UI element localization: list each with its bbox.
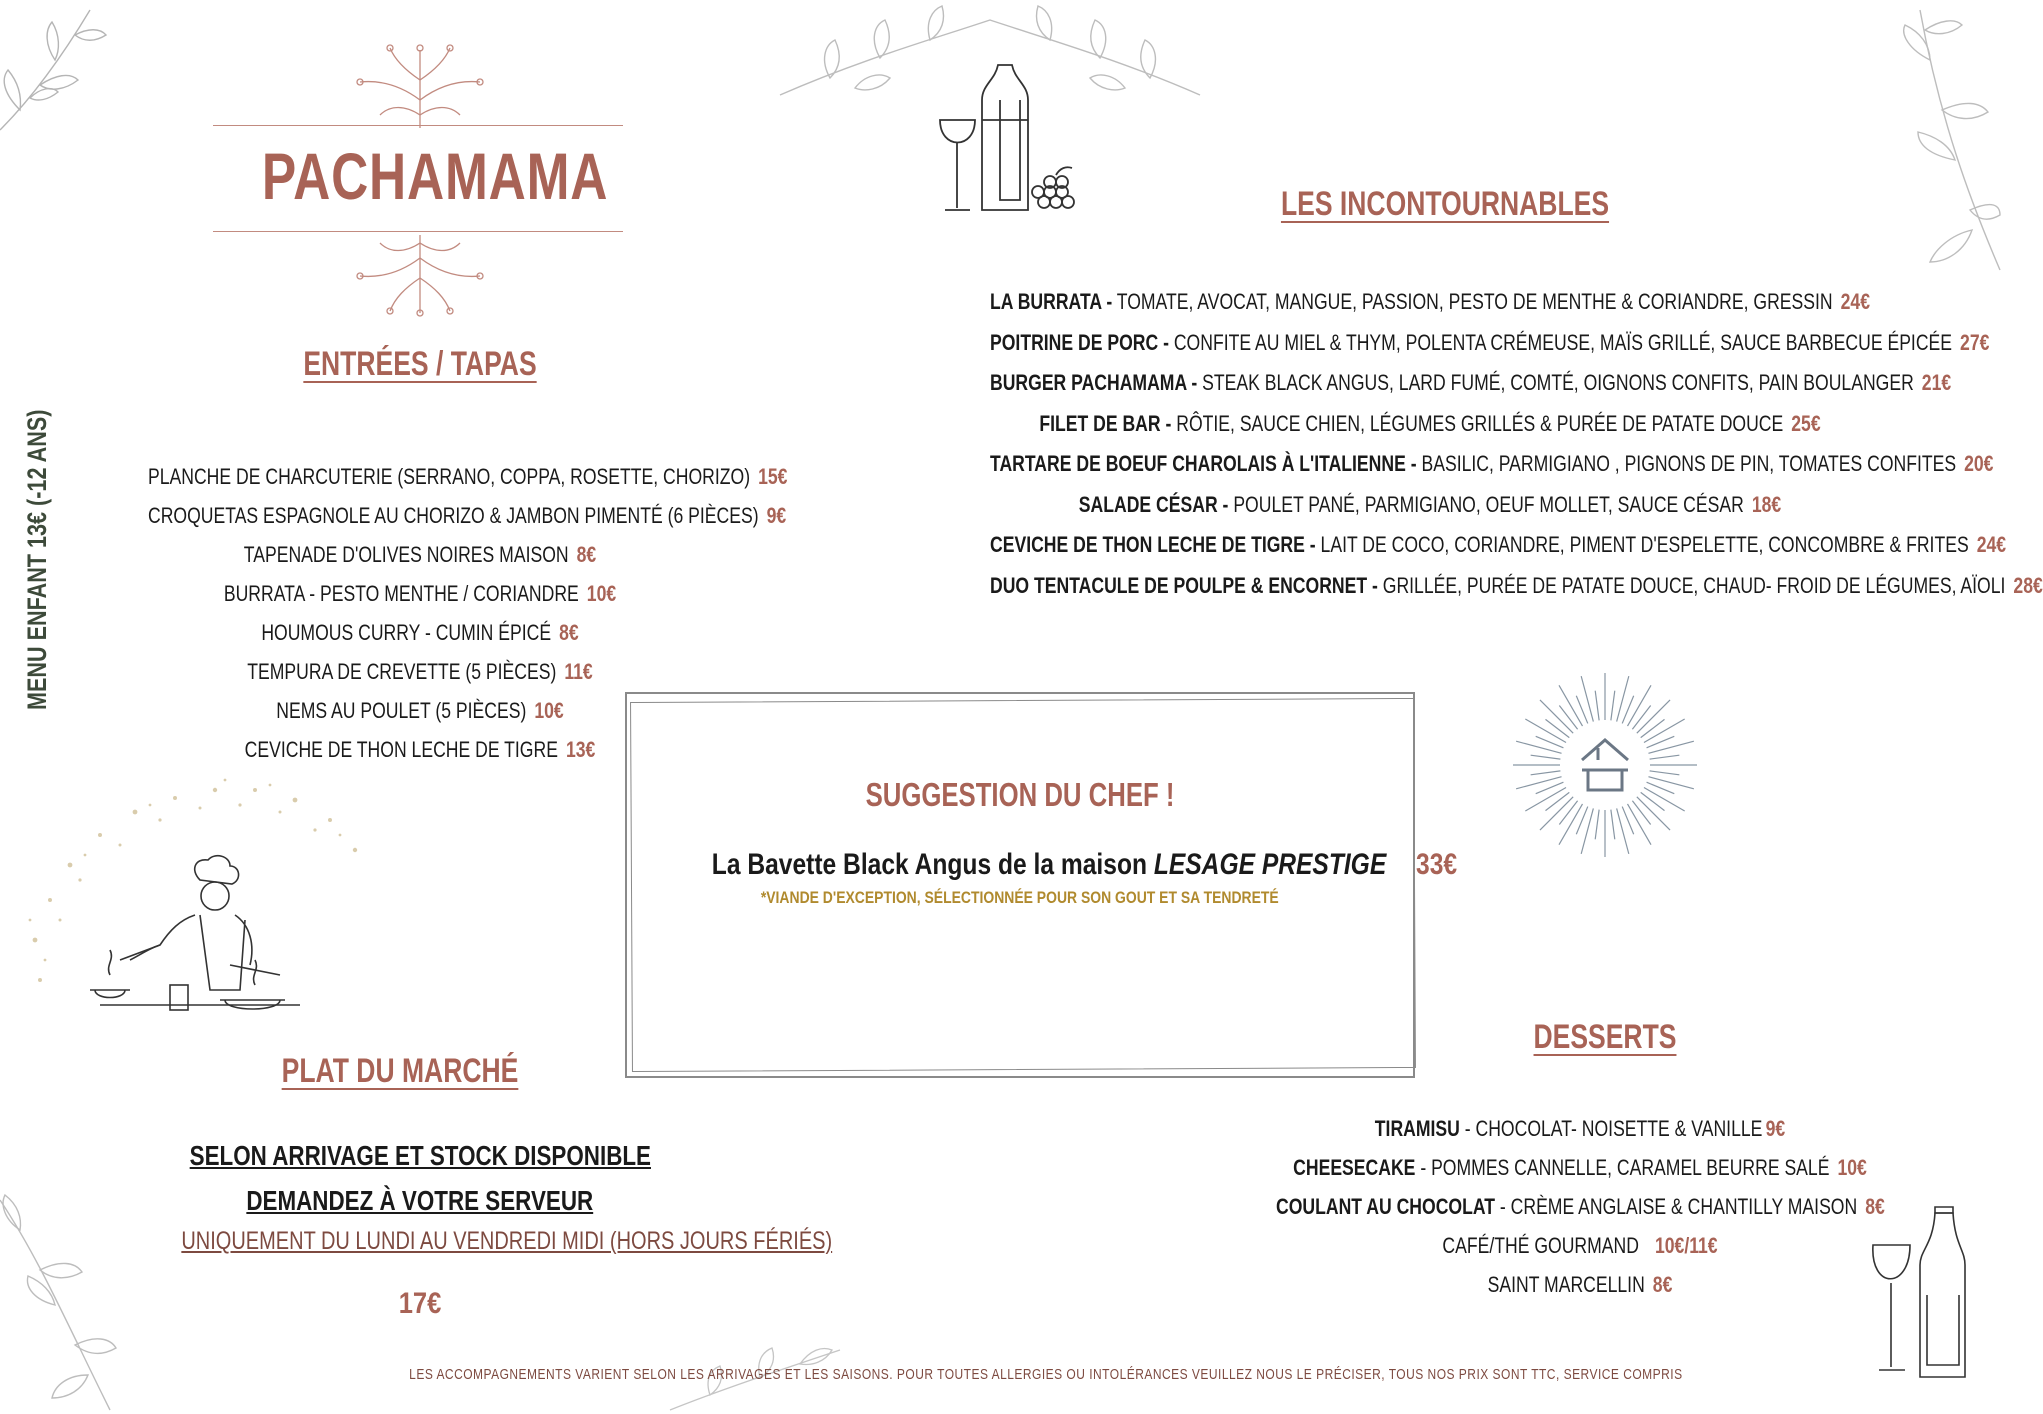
floral-ornament-icon	[330, 40, 510, 130]
footer-note: LES ACCOMPAGNEMENTS VARIENT SELON LES ARRIVAGES ET LES SAISONS. POUR TOUTES ALLERGIES OU INTOLÉRANCES VEUILLEZ NOUS LE PRÉCISER, TOUS NOS PRIX SONT TTC, SERVICE COMPRIS	[409, 1366, 1683, 1383]
list-item: TEMPURA DE CREVETTE (5 PIÈCES) 11€	[247, 659, 593, 684]
list-item: NEMS AU POULET (5 PIÈCES) 10€	[276, 698, 564, 723]
brand-bottom-rule	[213, 231, 623, 232]
wine-bottles-icon	[920, 60, 1080, 220]
list-item: SAINT MARCELLIN 8€	[1487, 1272, 1673, 1297]
incontournables-section	[1180, 185, 1710, 224]
suggestion-title: SUGGESTION DU CHEF !	[865, 776, 1175, 813]
entrees-title: ENTRÉES / TAPAS	[303, 345, 537, 383]
list-item: CEVICHE DE THON LECHE DE TIGRE 13€	[244, 737, 596, 762]
desserts-title: DESSERTS	[1533, 1018, 1677, 1056]
list-item: CEVICHE DE THON LECHE DE TIGRE - LAIT DE COCO, CORIANDRE, PIMENT D'ESPELETTE, CONCOMBRE & FRITES 24€	[990, 532, 2007, 557]
list-item: PLANCHE DE CHARCUTERIE (SERRANO, COPPA, ROSETTE, CHORIZO) 15€	[148, 464, 788, 489]
plat-details	[100, 1140, 833, 1321]
plat-line-2: DEMANDEZ À VOTRE SERVEUR	[246, 1185, 594, 1216]
suggestion-dish: La Bavette Black Angus de la maison	[711, 848, 1148, 881]
list-item: BURRATA - PESTO MENTHE / CORIANDRE 10€	[223, 581, 617, 606]
list-item: HOUMOUS CURRY - CUMIN ÉPICÉ 8€	[261, 620, 579, 645]
leaf-branch-icon	[1860, 0, 2000, 280]
incontournables-list	[880, 289, 2043, 613]
leaf-branch-icon	[0, 0, 120, 140]
entrees-section	[210, 345, 630, 384]
floral-ornament-icon	[330, 233, 510, 318]
list-item: TIRAMISU - CHOCOLAT- NOISETTE & VANILLE 9€	[1374, 1116, 1786, 1141]
wine-bottles-icon	[1865, 1205, 1975, 1385]
suggestion-box	[630, 776, 1458, 908]
brand-name: PACHAMAMA	[261, 139, 609, 213]
brand-top-rule	[213, 125, 623, 126]
plat-section	[190, 1052, 610, 1091]
list-item: DUO TENTACULE DE POULPE & ENCORNET - GRILLÉE, PURÉE DE PATATE DOUCE, CHAUD- FROID DE LÉGUMES, AÏOLI 28€	[990, 572, 2043, 598]
list-item: FILET DE BAR - RÔTIE, SAUCE CHIEN, LÉGUMES GRILLÉS & PURÉE DE PATATE DOUCE 25€	[1039, 410, 1821, 436]
house-sunburst-logo-icon	[1510, 670, 1700, 860]
kids-menu-note: MENU ENFANT 13€ (-12 ANS)	[22, 409, 52, 710]
list-item: LA BURRATA - TOMATE, AVOCAT, MANGUE, PASSION, PESTO DE MENTHE & CORIANDRE, GRESSIN 24€	[990, 289, 1871, 314]
list-item: CAFÉ/THÉ GOURMAND 10€/11€	[1442, 1233, 1718, 1258]
incontournables-title: LES INCONTOURNABLES	[1280, 185, 1610, 223]
list-item: POITRINE DE PORC - CONFITE AU MIEL & THYM, POLENTA CRÉMEUSE, MAÏS GRILLÉ, SAUCE BARBECUE ÉPICÉE 27€	[990, 329, 1990, 355]
desserts-section	[1430, 1018, 1780, 1057]
plat-line-3: UNIQUEMENT DU LUNDI AU VENDREDI MIDI (HORS JOURS FÉRIÉS)	[181, 1227, 833, 1255]
desserts-list	[1200, 1116, 1960, 1311]
suggestion-dish-line	[630, 848, 1458, 881]
plat-line-1: SELON ARRIVAGE ET STOCK DISPONIBLE	[189, 1140, 651, 1171]
list-item: TARTARE DE BOEUF CHAROLAIS À L'ITALIENNE - BASILIC, PARMIGIANO , PIGNONS DE PIN, TOMATES CONFITES 20€	[990, 451, 1994, 476]
list-item: TAPENADE D'OLIVES NOIRES MAISON 8€	[243, 542, 597, 567]
suggestion-price: 33€	[1416, 848, 1458, 881]
suggestion-note: *VIANDE D'EXCEPTION, SÉLECTIONNÉE POUR SON GOUT ET SA TENDRETÉ	[761, 888, 1279, 907]
list-item: CROQUETAS ESPAGNOLE AU CHORIZO & JAMBON PIMENTÉ (6 PIÈCES) 9€	[148, 503, 787, 528]
plat-price: 17€	[398, 1287, 442, 1320]
list-item: COULANT AU CHOCOLAT - CRÈME ANGLAISE & CHANTILLY MAISON 8€	[1276, 1194, 1885, 1219]
list-item: BURGER PACHAMAMA - STEAK BLACK ANGUS, LARD FUMÉ, COMTÉ, OIGNONS CONFITS, PAIN BOULANGER 21€	[990, 370, 1952, 395]
list-item: CHEESECAKE - POMMES CANNELLE, CARAMEL BEURRE SALÉ 10€	[1293, 1155, 1867, 1180]
chef-cooking-icon	[10, 760, 390, 1060]
suggestion-dish-brand: LESAGE PRESTIGE	[1153, 848, 1387, 881]
plat-title: PLAT DU MARCHÉ	[281, 1052, 519, 1090]
list-item: SALADE CÉSAR - POULET PANÉ, PARMIGIANO, OEUF MOLLET, SAUCE CÉSAR 18€	[1078, 491, 1782, 517]
